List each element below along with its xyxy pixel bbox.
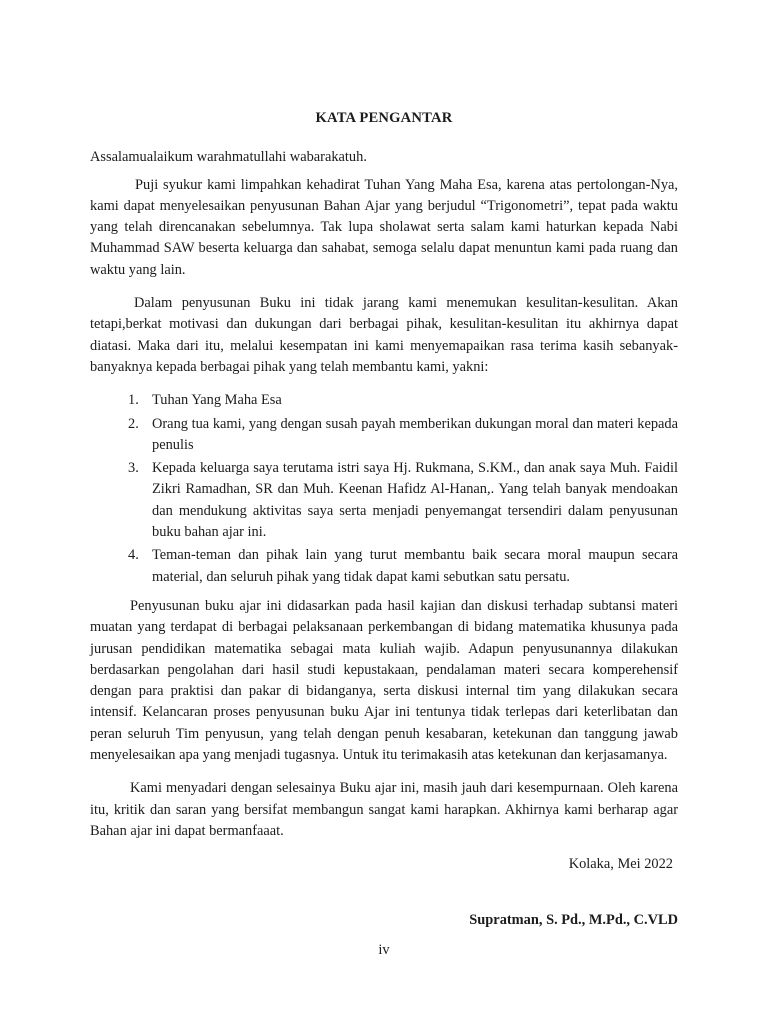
list-item-text: Teman-teman dan pihak lain yang turut membantu baik secara moral maupun secara material, dan seluruh pihak yang tidak dapat kami sebutkan satu persatu.	[152, 547, 678, 585]
paragraph-closing: Kami menyadari dengan selesainya Buku ajar ini, masih jauh dari kesempurnaan. Oleh karena itu, kritik dan saran yang bersifat membangun sangat kami harapkan. Akhirnya kami berharap agar Bahan ajar ini dapat bermanfaaat.	[90, 780, 678, 839]
paragraph-difficulties: Dalam penyusunan Buku ini tidak jarang kami menemukan kesulitan-kesulitan. Akan tetapi,berkat motivasi dan dukungan dari berbagai pihak, kesulitan-kesulitan itu akhirnya dapat diatasi. Maka dari itu, melalui kesempatan ini kami menyemapaikan rasa terima kasih sebanyak-banyaknya kepada berbagai pihak yang telah membantu kami, yakni:	[90, 295, 678, 375]
salutation: Assalamualaikum warahmatullahi wabarakatuh.	[90, 149, 367, 166]
paragraph-gratitude: Puji syukur kami limpahkan kehadirat Tuhan Yang Maha Esa, karena atas pertolongan-Nya, kami dapat menyelesaikan penyusunan Bahan Ajar yang berjudul “Trigonometri”, tepat pada waktu yang telah direncanakan sebelumnya. Tak lupa sholawat serta salam kami haturkan kepada Nabi Muhammad SAW beserta keluarga dan sahabat, semoga selalu dapat menuntun kami pada ruang dan waktu yang lain.	[90, 176, 678, 278]
list-item-number: 4.	[128, 547, 139, 564]
page-title: KATA PENGANTAR	[315, 110, 453, 126]
list-item	[90, 414, 678, 457]
acknowledgement-list	[90, 390, 678, 588]
list-item-number: 3.	[128, 460, 139, 477]
list-item-text: Kepada keluarga saya terutama istri saya Hj. Rukmana, S.KM., dan anak saya Muh. Faidil Zikri Ramadhan, SR dan Muh. Keenan Hafidz Al-Hanan,. Yang telah banyak mendoakan dan mendukung aktivitas saya serta menjadi penyemangat tersendiri dalam penyusunan buku bahan ajar ini.	[152, 460, 678, 541]
list-item	[90, 458, 678, 543]
list-item-text: Orang tua kami, yang dengan susah payah memberikan dukungan moral dan materi kepada penulis	[152, 415, 678, 453]
list-item-number: 2.	[128, 415, 139, 432]
list-item-text: Tuhan Yang Maha Esa	[152, 392, 282, 409]
list-item	[90, 390, 678, 411]
list-item	[90, 545, 678, 588]
author-signature: Supratman, S. Pd., M.Pd., C.VLD	[469, 911, 678, 928]
document-body	[90, 108, 678, 931]
place-date: Kolaka, Mei 2022	[568, 856, 673, 873]
list-item-number: 1.	[128, 392, 139, 409]
page-number: iv	[378, 942, 390, 958]
paragraph-basis: Penyusunan buku ajar ini didasarkan pada hasil kajian dan diskusi terhadap subtansi materi muatan yang terdapat di berbagai pelaksanaan perkembangan di bidang matematika khusunya pada jurusan pendidikan matematika sebagai mata kuliah wajib. Adapun penyusunannya dilakukan berdasarkan pengolahan dari hasil studi kepustakaan, pendalaman materi secara komperehensif dengan para praktisi dan pakar di bidanganya, serta diskusi internal tim yang dilakukan secara intensif. Kelancaran proses penyusunan buku Ajar ini tentunya tidak terlepas dari keterlibatan dan peran seluruh Tim penyusun, yang telah dengan penuh kesabaran, ketekunan dan tanggung jawab menyelesaikan apa yang menjadi tugasnya. Untuk itu terimakasih atas ketekunan dan kerjasamanya.	[90, 597, 678, 764]
